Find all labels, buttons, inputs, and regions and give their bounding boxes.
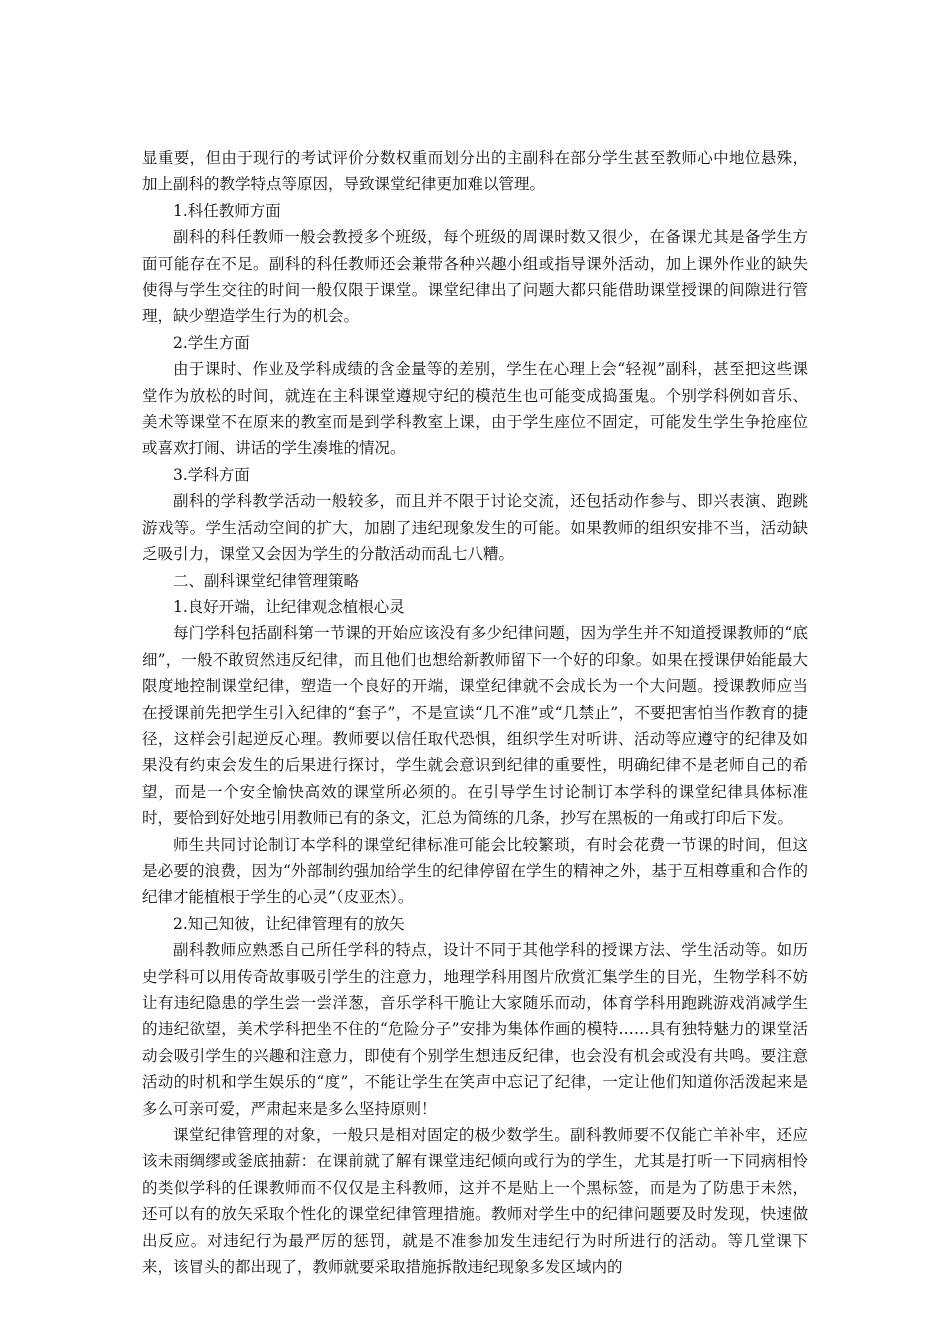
paragraph-intro: 显重要，但由于现行的考试评价分数权重而划分出的主副科在部分学生甚至教师心中地位悬殊，加上副科的教学特点等原因，导致课堂纪律更加难以管理。 [142,149,808,194]
heading-strategies: 二、副科课堂纪律管理策略 [173,571,360,590]
heading-subject-teacher: 1.科任教师方面 [173,201,281,220]
paragraph-joint-discussion: 师生共同讨论制订本学科的课堂纪律标准可能会比较繁琐，有时会花费一节课的时间，但这是必要的浪费，因为“外部制约强加给学生的纪律停留在学生的精神之外，基于互相尊重和合作的纪律才能植根于学生的心灵”（皮亚杰）。 [142,835,808,907]
paragraph-management-targets: 课堂纪律管理的对象，一般只是相对固定的极少数学生。副科教师要不仅能亡羊补牢，还应该未雨绸缪或釜底抽薪：在课前就了解有课堂违纪倾向或行为的学生，尤其是打听一下同病相怜的类似学科的任课教师而不仅仅是主科教师，这并不是贴上一个黑标签，而是为了防患于未然，还可以有的放矢采取个性化的课堂纪律管理措施。教师对学生中的纪律问题要及时发现，快速做出反应。对违纪行为最严厉的惩罚，就是不准参加发生违纪行为时所进行的活动。等几堂课下来，该冒头的都出现了，教师就要采取措施拆散违纪现象多发区域内的 [142,1126,808,1277]
paragraph-students: 由于课时、作业及学科成绩的含金量等的差别，学生在心理上会“轻视”副科，甚至把这些课堂作为放松的时间，就连在主科课堂遵规守纪的模范生也可能变成捣蛋鬼。个别学科例如音乐、美术等课堂不在原来的教室而是到学科教室上课，由于学生座位不固定，可能发生学生争抢座位或喜欢打闹、讲话的学生凑堆的情况。 [142,360,808,458]
heading-good-start: 1.良好开端，让纪律观念植根心灵 [173,597,405,616]
heading-discipline: 3.学科方面 [173,465,250,484]
heading-know-yourself: 2.知己知彼，让纪律管理有的放矢 [173,914,405,933]
paragraph-discipline: 副科的学科教学活动一般较多，而且并不限于讨论交流，还包括动作参与、即兴表演、跑跳游戏等。学生活动空间的扩大，加剧了违纪现象发生的可能。如果教师的组织安排不当，活动缺乏吸引力，课堂又会因为学生的分散活动而乱七八糟。 [142,492,808,564]
heading-students: 2.学生方面 [173,333,250,352]
document-page [142,145,808,1280]
paragraph-good-start: 每门学科包括副科第一节课的开始应该没有多少纪律问题，因为学生并不知道授课教师的“底细”，一般不敢贸然违反纪律，而且他们也想给新教师留下一个好的印象。如果在授课伊始能最大限度地控制课堂纪律，塑造一个良好的开端，课堂纪律就不会成长为一个大问题。授课教师应当在授课前先把学生引入纪律的“套子”，不是宣读“几不准”或“几禁止”，不要把害怕当作教育的捷径，这样会引起逆反心理。教师要以信任取代恐惧，组织学生对听讲、活动等应遵守的纪律及如果没有约束会发生的后果进行探讨，学生就会意识到纪律的重要性，明确纪律不是老师自己的希望，而是一个安全愉快高效的课堂所必须的。在引导学生讨论制订本学科的课堂纪律具体标准时，要恰到好处地引用教师已有的条文，汇总为简练的几条，抄写在黑板的一角或打印后下发。 [142,624,808,828]
paragraph-know-yourself: 副科教师应熟悉自己所任学科的特点，设计不同于其他学科的授课方法、学生活动等。如历史学科可以用传奇故事吸引学生的注意力，地理学科用图片欣赏汇集学生的目光，生物学科不妨让有违纪隐患的学生尝一尝洋葱，音乐学科干脆让大家随乐而动，体育学科用跑跳游戏消减学生的违纪欲望，美术学科把坐不住的“危险分子”安排为集体作画的模特……具有独特魅力的课堂活动会吸引学生的兴趣和注意力，即使有个别学生想违反纪律，也会没有机会或没有共鸣。要注意活动的时机和学生娱乐的“度”，不能让学生在笑声中忘记了纪律，一定让他们知道你活泼起来是多么可亲可爱，严肃起来是多么坚持原则！ [142,941,808,1118]
paragraph-subject-teacher: 副科的科任教师一般会教授多个班级，每个班级的周课时数又很少，在备课尤其是备学生方面可能存在不足。副科的科任教师还会兼带各种兴趣小组或指导课外活动，加上课外作业的缺失使得与学生交往的时间一般仅限于课堂。课堂纪律出了问题大都只能借助课堂授课的间隙进行管理，缺少塑造学生行为的机会。 [142,228,808,326]
